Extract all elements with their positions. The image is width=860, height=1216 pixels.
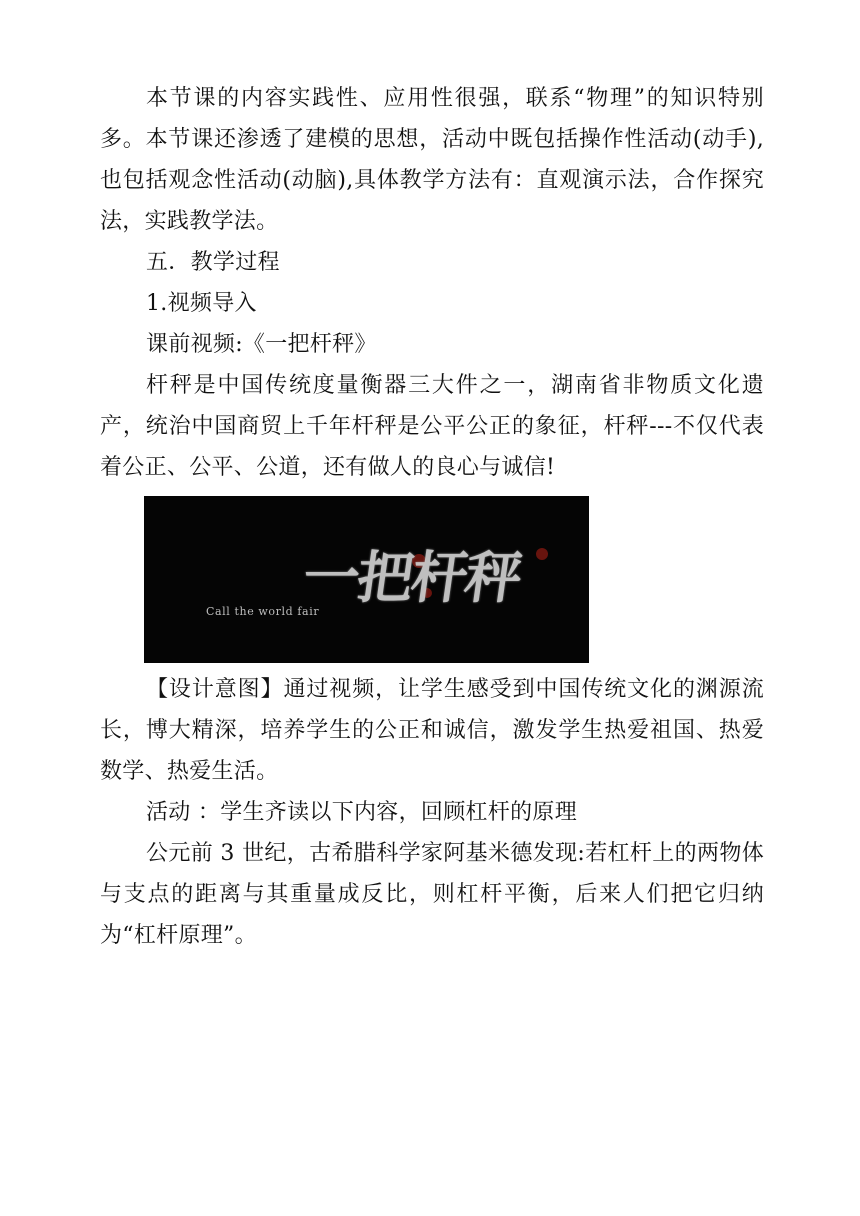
section-heading-teaching-process: 五．教学过程 [146, 250, 280, 275]
paragraph-teaching-methods: 本节课的内容实践性、应用性很强，联系“物理”的知识特别多。本节课还渗透了建模的思想，活动中既包括操作性活动(动手),也包括观念性活动(动脑),具体教学方法有：直观演示法，合作探究法，实践教学法。 [100, 86, 764, 234]
subsection-video-intro: 1.视频导入 [146, 291, 257, 316]
seal-mark [536, 548, 548, 560]
video-calligraphy-title: 一把杆秤 [298, 545, 525, 611]
document-page [100, 78, 764, 956]
video-subtitle: Call the world fair [206, 605, 320, 618]
paragraph-design-intent: 【设计意图】通过视频，让学生感受到中国传统文化的渊源流长，博大精深，培养学生的公正和诚信，激发学生热爱祖国、热爱数学、热爱生活。 [100, 677, 764, 784]
paragraph-lever-principle: 公元前 3 世纪，古希腊科学家阿基米德发现:若杠杆上的两物体与支点的距离与其重量成反比，则杠杆平衡，后来人们把它归纳为“杠杆原理”。 [100, 841, 764, 948]
video-still-image [144, 496, 589, 663]
pre-class-video-title: 课前视频:《一把杆秤》 [146, 332, 377, 357]
paragraph-activity: 活动 ：学生齐读以下内容，回顾杠杆的原理 [146, 800, 577, 825]
paragraph-steelyard-description: 杆秤是中国传统度量衡器三大件之一，湖南省非物质文化遗产，统治中国商贸上千年杆秤是公平公正的象征，杆秤---不仅代表着公正、公平、公道，还有做人的良心与诚信! [100, 373, 764, 480]
